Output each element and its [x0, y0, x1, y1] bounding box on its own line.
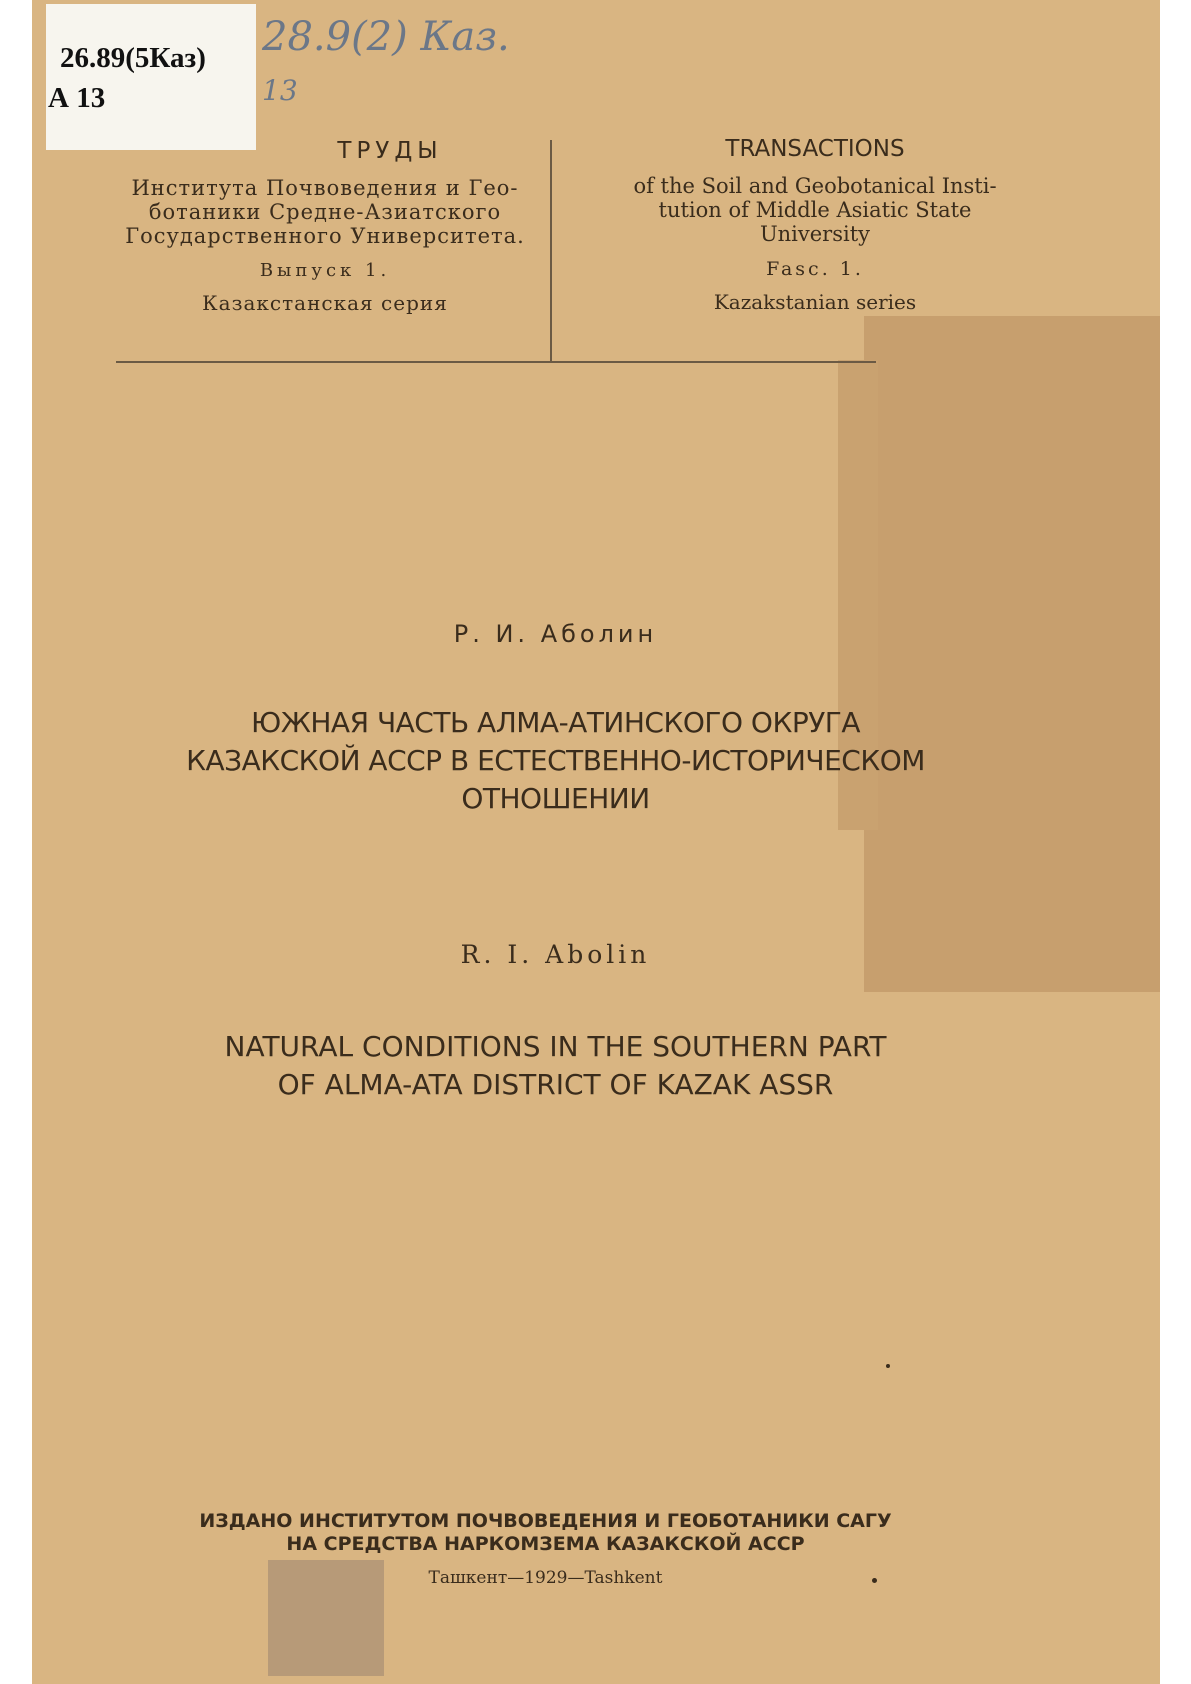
- title-russian-line-3: ОТНОШЕНИИ: [461, 782, 650, 815]
- header-russian: [110, 138, 540, 315]
- library-shelf-label: [46, 4, 256, 150]
- scan-discoloration: [864, 316, 1160, 992]
- paper-speck: [872, 1578, 877, 1583]
- header-en-series: Kazakstanian series: [713, 290, 917, 314]
- title-russian-line-2: КАЗАКСКОЙ АССР В ЕСТЕСТВЕННО-ИСТОРИЧЕСКОМ: [186, 744, 925, 777]
- shelf-code: 26.89(5Каз): [60, 42, 206, 74]
- title-english-line-1: NATURAL CONDITIONS IN THE SOUTHERN PART: [224, 1030, 887, 1063]
- paper-speck: [886, 1364, 890, 1368]
- publisher-line-2: НА СРЕДСТВА НАРКОМЗЕМА КАЗАКСКОЙ АССР: [286, 1533, 805, 1555]
- header-ru-series: Казакстанская серия: [202, 291, 448, 315]
- header-ru-institute-line-3: Государственного Университета.: [125, 224, 525, 248]
- header-ru-institute-line-1: Института Почвоведения и Гео-: [131, 176, 519, 200]
- author-russian: Р. И. Аболин: [453, 620, 658, 648]
- header-divider: [550, 140, 552, 362]
- publisher-line-1: ИЗДАНО ИНСТИТУТОМ ПОЧВОВЕДЕНИЯ И ГЕОБОТАНИКИ САГУ: [199, 1510, 892, 1532]
- title-english-line-2: OF ALMA-ATA DISTRICT OF KAZAK ASSR: [277, 1068, 834, 1101]
- header-ru-title: ТРУДЫ: [337, 138, 443, 164]
- imprint: Ташкент—1929—Tashkent: [428, 1568, 663, 1588]
- handwritten-number: 13: [262, 74, 298, 107]
- header-en-institute-line-3: University: [759, 222, 871, 246]
- header-en-issue: Fasc. 1.: [766, 258, 864, 280]
- header-english: [570, 136, 1060, 314]
- title-russian-line-1: ЮЖНАЯ ЧАСТЬ АЛМА-АТИНСКОГО ОКРУГА: [250, 706, 861, 739]
- handwritten-note: 28.9(2) Каз.: [262, 14, 510, 60]
- header-ru-institute-line-2: ботаники Средне-Азиатского: [148, 200, 502, 224]
- header-en-institute-line-1: of the Soil and Geobotanical Insti-: [633, 174, 997, 198]
- header-en-title: TRANSACTIONS: [725, 136, 905, 162]
- author-english: R. I. Abolin: [460, 940, 651, 969]
- header-ru-issue: Выпуск 1.: [259, 260, 391, 281]
- header-en-institute-line-2: tution of Middle Asiatic State: [658, 198, 972, 222]
- header-rule: [116, 361, 876, 363]
- shelf-number: А 13: [48, 82, 106, 114]
